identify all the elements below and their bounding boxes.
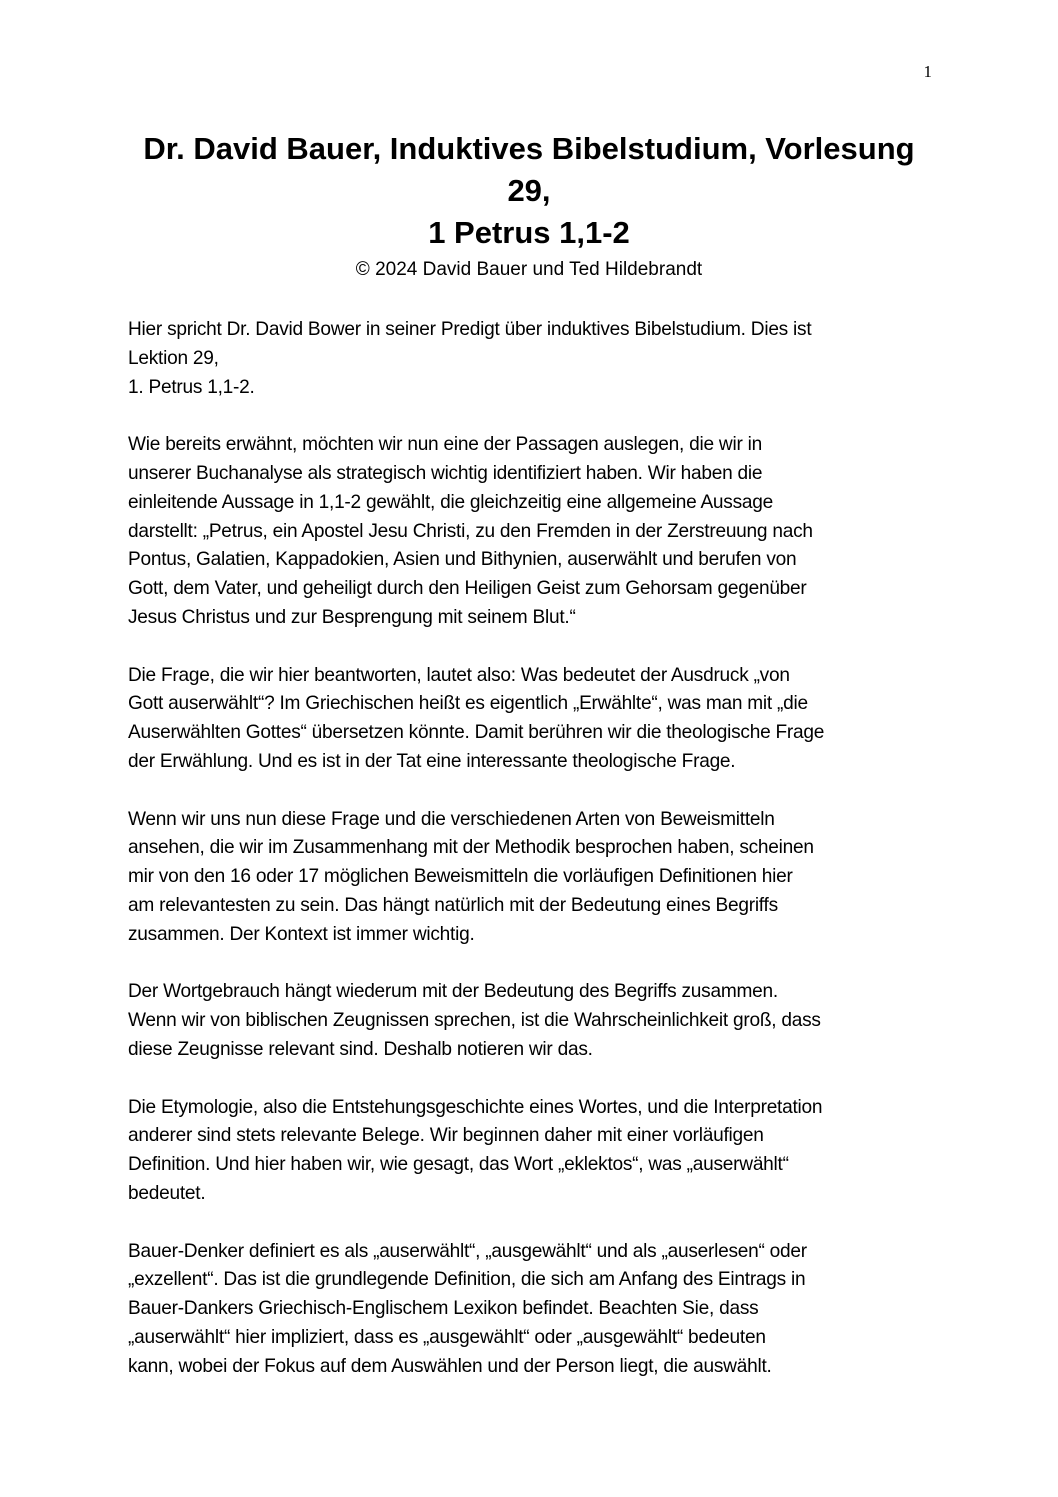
text-line: Jesus Christus und zur Besprengung mit seinem Blut.“: [128, 606, 576, 628]
text-line: am relevantesten zu sein. Das hängt natürlich mit der Bedeutung eines Begriffs: [128, 894, 778, 916]
text-line: Wenn wir von biblischen Zeugnissen sprechen, ist die Wahrscheinlichkeit groß, dass: [128, 1010, 821, 1032]
text-line: zusammen. Der Kontext ist immer wichtig.: [128, 923, 475, 945]
paragraph: [128, 1094, 934, 1209]
text-line: darstellt: „Petrus, ein Apostel Jesu Christi, zu den Fremden in der Zerstreuung nach: [128, 520, 813, 542]
paragraph: [128, 662, 934, 777]
text-line: mir von den 16 oder 17 möglichen Beweismitteln die vorläufigen Definitionen hier: [128, 866, 793, 888]
paragraph: [128, 1238, 934, 1382]
title-line: Dr. David Bauer, Induktives Bibelstudium, Vorlesung: [143, 131, 915, 166]
text-line: Die Etymologie, also die Entstehungsgeschichte eines Wortes, und die Interpretation: [128, 1096, 823, 1118]
text-line: Hier spricht Dr. David Bower in seiner Predigt über induktives Bibelstudium. Dies ist: [128, 319, 812, 340]
text-line: unserer Buchanalyse als strategisch wichtig identifiziert haben. Wir haben die: [128, 462, 763, 484]
paragraph: [128, 806, 934, 950]
text-line: anderer sind stets relevante Belege. Wir beginnen daher mit einer vorläufigen: [128, 1125, 764, 1147]
document-header: [128, 128, 930, 283]
document-subtitle: 1 Petrus 1,1-2: [428, 215, 630, 250]
text-line: bedeutet.: [128, 1182, 206, 1204]
text-line: Gott, dem Vater, und geheiligt durch den Heiligen Geist zum Gehorsam gegenüber: [128, 578, 807, 600]
text-line: kann, wobei der Fokus auf dem Auswählen und der Person liegt, die auswählt.: [128, 1355, 772, 1377]
copyright-notice: © 2024 David Bauer und Ted Hildebrandt: [355, 259, 703, 280]
page-number: 1: [923, 62, 932, 81]
text-line: Bauer-Dankers Griechisch-Englischem Lexikon befindet. Beachten Sie, dass: [128, 1298, 759, 1320]
text-line: Definition. Und hier haben wir, wie gesagt, das Wort „eklektos“, was „auserwählt“: [128, 1154, 789, 1176]
paragraph: [128, 431, 934, 633]
text-line: „auserwählt“ hier impliziert, dass es „ausgewählt“ oder „ausgewählt“ bedeuten: [128, 1326, 766, 1348]
text-line: Auserwählten Gottes“ übersetzen könnte. Damit berühren wir die theologische Frage: [128, 722, 825, 744]
paragraph: [128, 978, 934, 1064]
text-line: ansehen, die wir im Zusammenhang mit der Methodik besprochen haben, scheinen: [128, 837, 814, 859]
text-line: Lektion 29,: [128, 347, 219, 369]
text-line: Wie bereits erwähnt, möchten wir nun eine der Passagen auslegen, die wir in: [128, 434, 762, 456]
text-line: Der Wortgebrauch hängt wiederum mit der Bedeutung des Begriffs zusammen.: [128, 981, 778, 1003]
paragraph: [128, 316, 934, 402]
text-line: Die Frage, die wir hier beantworten, lautet also: Was bedeutet der Ausdruck „von: [128, 664, 790, 686]
text-line: Bauer-Denker definiert es als „auserwählt“, „ausgewählt“ und als „auserlesen“ oder: [128, 1240, 807, 1262]
text-line: einleitende Aussage in 1,1-2 gewählt, die gleichzeitig eine allgemeine Aussage: [128, 491, 773, 513]
text-line: diese Zeugnisse relevant sind. Deshalb notieren wir das.: [128, 1038, 593, 1060]
text-line: Pontus, Galatien, Kappadokien, Asien und Bithynien, auserwählt und berufen von: [128, 549, 797, 571]
text-line: Gott auserwählt“? Im Griechischen heißt es eigentlich „Erwählte“, was man mit „die: [128, 693, 808, 715]
text-line: „exzellent“. Das ist die grundlegende Definition, die sich am Anfang des Eintrags in: [128, 1269, 806, 1291]
document-title: [128, 128, 930, 212]
text-line: Wenn wir uns nun diese Frage und die verschiedenen Arten von Beweismitteln: [128, 808, 775, 830]
text-line: 1. Petrus 1,1-2.: [128, 376, 255, 398]
text-line: der Erwählung. Und es ist in der Tat eine interessante theologische Frage.: [128, 750, 736, 772]
title-line: 29,: [507, 173, 551, 208]
document-body: [128, 316, 934, 1410]
